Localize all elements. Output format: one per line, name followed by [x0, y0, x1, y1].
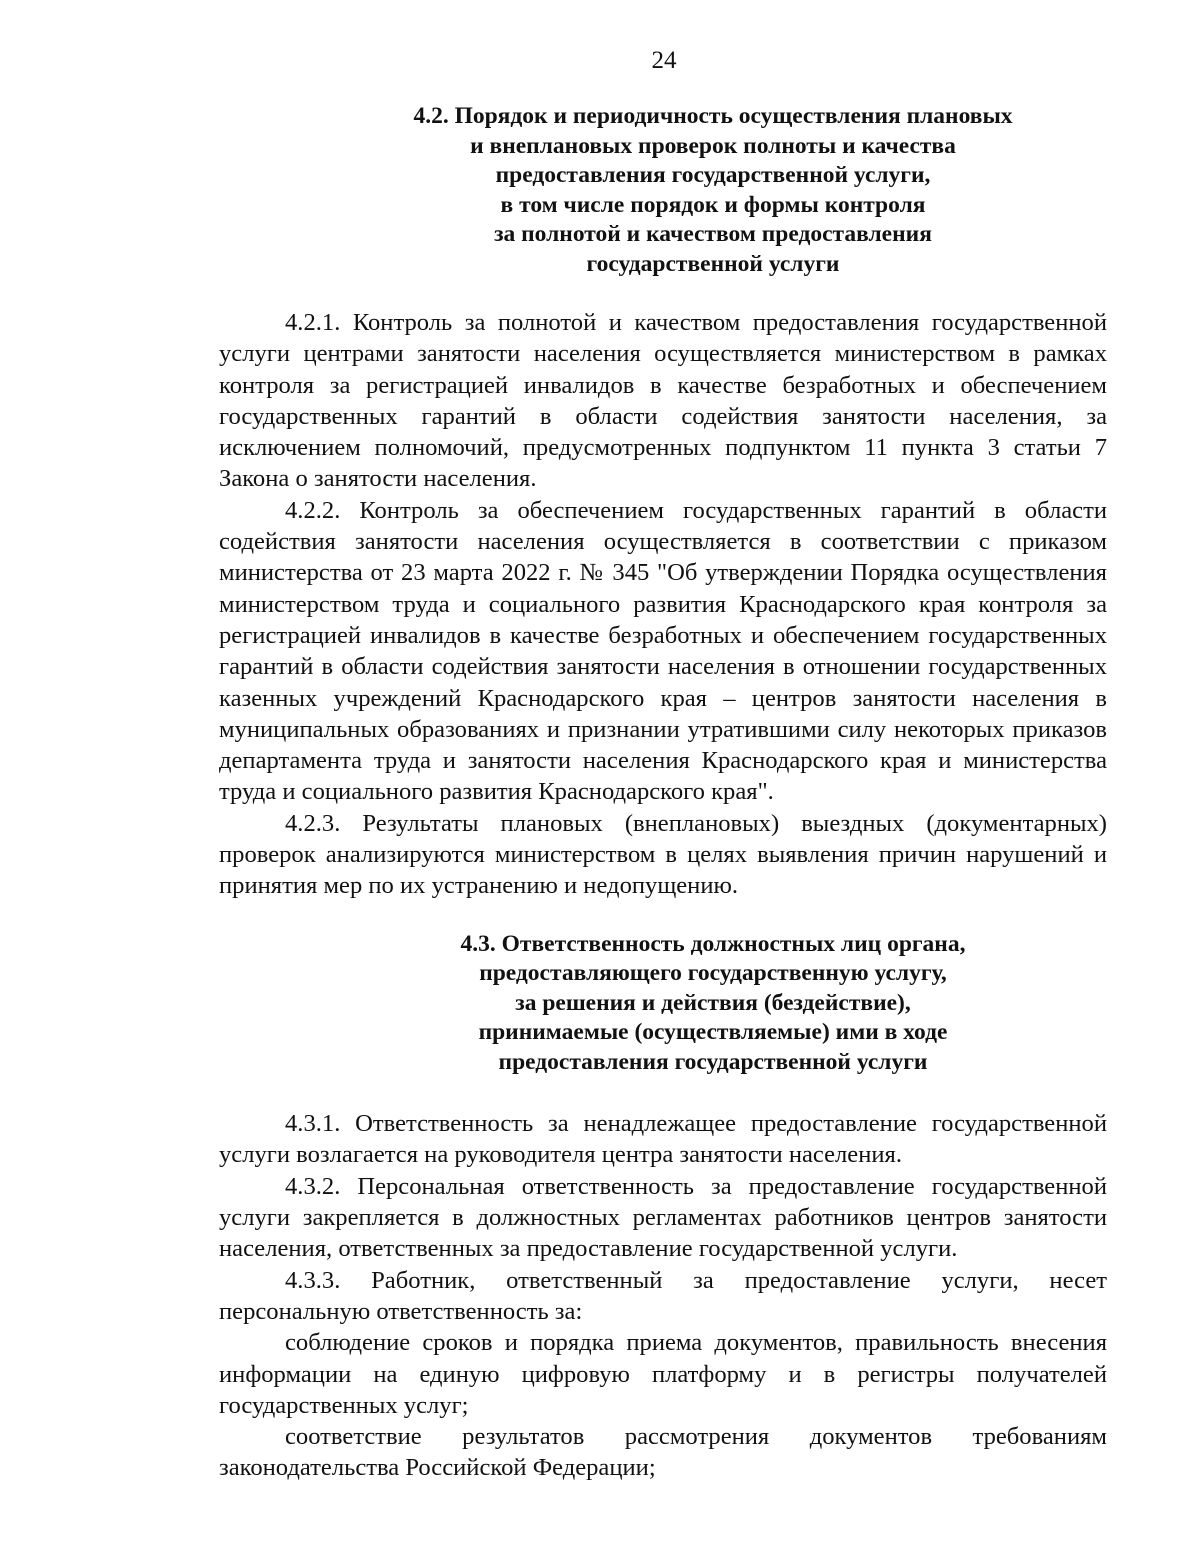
paragraph-4-3-1: 4.3.1. Ответственность за ненадлежащее предоставление государственной услуги возлагается на руководителя центра занятости населения. [219, 1110, 1107, 1169]
heading-line: в том числе порядок и формы контроля [500, 191, 926, 218]
paragraph-list-item: соблюдение сроков и порядка приема документов, правильность внесения информации на единую цифровую платформу и в регистры получателей государственных услуг; [219, 1329, 1107, 1419]
heading-line: и внеплановых проверок полноты и качества [470, 132, 956, 159]
heading-line: государственной услуги [586, 250, 840, 277]
page-number: 24 [651, 47, 677, 74]
paragraph-4-3-2: 4.3.2. Персональная ответственность за предоставление государственной услуги закрепляется в должностных регламентах работников центров занятости населения, ответственных за предоставление государственной услуги. [219, 1172, 1107, 1263]
heading-line: предоставления государственной услуги, [495, 162, 931, 188]
paragraph-4-2-3: 4.2.3. Результаты плановых (внеплановых) выездных (документарных) проверок анализируются министерством в целях выявления причин нарушений и принятия мер по их устранению и недопущению. [219, 809, 1107, 900]
heading-line: предоставления государственной услуги [498, 1048, 928, 1075]
heading-line: принимаемые (осуществляемые) ими в ходе [478, 1019, 948, 1046]
heading-line: 4.3. Ответственность должностных лиц органа, [460, 930, 966, 957]
paragraph-4-2-2: 4.2.2. Контроль за обеспечением государственных гарантий в области содействия занятости населения осуществляется в соответствии с приказом министерства от 23 марта 2022 г. № 345 "Об утверждении Порядка осуществления министерством труда и социального развития Краснодарского края контроля за регистрацией инвалидов в качестве безработных и обеспечением государственных гарантий в области содействия занятости населения в отношении государственных казенных учреждений Краснодарского края – центров занятости населения в муниципальных образованиях и признании утратившими силу некоторых приказов департамента труда и занятости населения Краснодарского края и министерства труда и социального развития Краснодарского края". [219, 496, 1107, 806]
paragraph-4-3-3: 4.3.3. Работник, ответственный за предоставление услуги, несет персональную ответственность за: [219, 1266, 1107, 1325]
heading-line: за решения и действия (бездействие), [515, 989, 911, 1016]
paragraph-list-item: соответствие результатов рассмотрения документов требованиям законодательства Российской Федерации; [219, 1423, 1107, 1482]
heading-line: предоставляющего государственную услугу, [479, 960, 947, 987]
heading-line: за полнотой и качеством предоставления [494, 221, 932, 247]
document-body [219, 102, 1107, 1484]
section-4-2-heading [319, 102, 1107, 279]
heading-line: 4.2. Порядок и периодичность осуществления плановых [413, 103, 1013, 129]
paragraph-4-2-1: 4.2.1. Контроль за полнотой и качеством предоставления государственной услуги центрами занятости населения осуществляется министерством в рамках контроля за регистрацией инвалидов в качестве безработных и обеспечением государственных гарантий в области содействия занятости населения, за исключением полномочий, предусмотренных подпунктом 11 пункта 3 статьи 7 Закона о занятости населения. [219, 309, 1107, 493]
section-4-3-heading [319, 930, 1107, 1078]
